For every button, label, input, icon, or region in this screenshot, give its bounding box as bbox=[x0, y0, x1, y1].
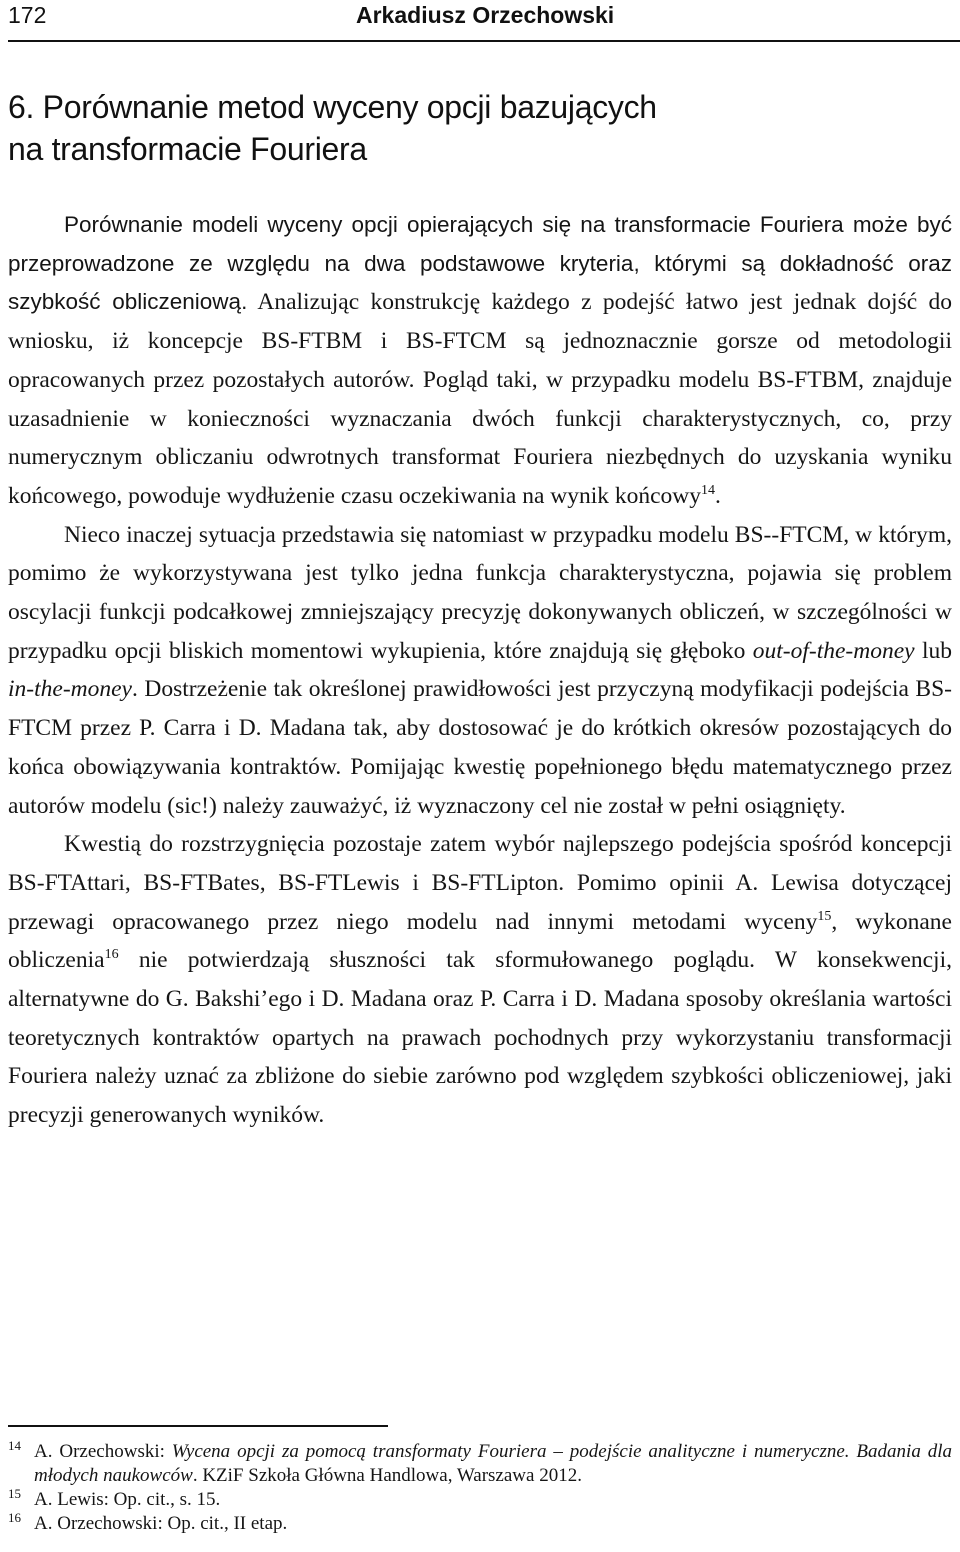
paragraph-1-end: . bbox=[715, 482, 721, 509]
footnote-14-author: A. Orzechowski: bbox=[34, 1441, 172, 1462]
footnotes bbox=[8, 1440, 952, 1536]
footnote-rule bbox=[8, 1425, 388, 1427]
footnote-14-title: Wycena opcji za pomocą transformaty Fouriera – podejście analityczne i numeryczne. Badania dla młodych naukowców bbox=[34, 1441, 952, 1486]
paragraph-1 bbox=[8, 206, 952, 516]
running-author: Arkadiusz Orzechowski bbox=[356, 2, 615, 28]
paragraph-1-sans-part: Porównanie modeli wyceny opcji opierających się na transformacie Fouriera może być przeprowadzone ze względu na dwa podstawowe kryteria, którymi są dokładność oraz szybkość obliczeniową. bbox=[8, 212, 952, 315]
footnote-number: 16 bbox=[8, 1510, 21, 1525]
paragraph-2-text-2: lub bbox=[914, 637, 952, 664]
footnote-text: A. Lewis: Op. cit., s. 15. bbox=[34, 1489, 221, 1510]
footnote-text: A. Orzechowski: Op. cit., II etap. bbox=[34, 1513, 288, 1534]
paragraph-2-text-1: Nieco inaczej sytuacja przedstawia się natomiast w przypadku modelu BS--FTCM, w którym, pomimo że wykorzystywana jest tylko jedna funkcja charakterystyczna, pojawia się problem oscylacji funkcji podcałkowej zmniejszający precyzję dokonywanych obliczeń, w szczególności w przypadku opcji bliskich momentowi wykupienia, które znajdują się głęboko bbox=[8, 521, 952, 664]
footnote-15 bbox=[8, 1488, 952, 1512]
footnote-16 bbox=[8, 1512, 952, 1536]
footnote-ref-14[interactable]: 14 bbox=[701, 483, 716, 499]
footnote-14-publisher: . KZiF Szkoła Główna Handlowa, Warszawa 2012. bbox=[192, 1465, 582, 1486]
paragraph-3-text-2: , wykonane obliczenia bbox=[8, 908, 952, 974]
paragraph-2-italic-2: in-the-money bbox=[8, 676, 132, 703]
paragraph-3 bbox=[8, 825, 952, 1135]
section-heading bbox=[8, 86, 948, 170]
running-header bbox=[8, 0, 958, 42]
paragraph-3-text-1: Kwestią do rozstrzygnięcia pozostaje zatem wybór najlepszego podejścia spośród koncepcji BS-FTAttari, BS-FTBates, BS-FTLewis i BS-FTLipton. Pomimo opinii A. Lewisa dotyczącej przewagi opracowanego przez niego modelu nad innymi metodami wyceny bbox=[8, 831, 952, 935]
page-number: 172 bbox=[8, 2, 47, 28]
footnote-text bbox=[34, 1440, 952, 1488]
footnote-number: 14 bbox=[8, 1438, 21, 1453]
paragraph-2-text-3: . Dostrzeżenie tak określonej prawidłowości jest przyczyną modyfikacji podejścia BS-FTCM przez P. Carra i D. Madana tak, aby dostosować je do krótkich okresów pozostających do końca obowiązywania kontraktów. Pomijając kwestię popełnionego błędu matematycznego przez autorów modelu (sic!) należy zauważyć, iż wyznaczony cel nie został w pełni osiągnięty. bbox=[8, 676, 952, 819]
body-text bbox=[8, 206, 952, 1135]
section-heading-line-1: 6. Porównanie metod wyceny opcji bazujących bbox=[8, 89, 657, 125]
paragraph-2-italic-1: out-of-the-money bbox=[752, 637, 915, 664]
paragraph-3-text-3: nie potwierdzają słuszności tak sformułowanego poglądu. W konsekwencji, alternatywne do G. Bakshi’ego i D. Madana oraz P. Carra i D. Madana sposoby określania wartości teoretycznych kontraktów opartych na prawach pochodnych przy wykorzystaniu transformacji Fouriera należy uznać za zbliżone do siebie zarówno pod względem szybkości obliczeniowej, jaki precyzji generowanych wyników. bbox=[8, 947, 952, 1129]
paragraph-2 bbox=[8, 516, 952, 826]
footnote-ref-15[interactable]: 15 bbox=[817, 908, 832, 924]
section-heading-line-2: na transformacie Fouriera bbox=[8, 131, 367, 167]
header-rule bbox=[8, 40, 960, 42]
footnote-number: 15 bbox=[8, 1486, 21, 1501]
footnote-14 bbox=[8, 1440, 952, 1488]
footnote-ref-16[interactable]: 16 bbox=[104, 947, 119, 963]
paragraph-1-serif-part: Analizując konstrukcję każdego z podejść łatwo jest jednak dojść do wniosku, iż koncepcje BS-FTBM i BS-FTCM są jednoznacznie gorsze od metodologii opracowanych przez pozostałych autorów. Pogląd taki, w przypadku modelu BS-FTBM, znajduje uzasadnienie w konieczności wyznaczania dwóch funkcji charakterystycznych, co, przy numerycznym obliczaniu odwrotnych transformat Fouriera niezbędnych do uzyskania wyniku końcowego, powoduje wydłużenie czasu oczekiwania na wynik końcowy bbox=[8, 289, 952, 509]
